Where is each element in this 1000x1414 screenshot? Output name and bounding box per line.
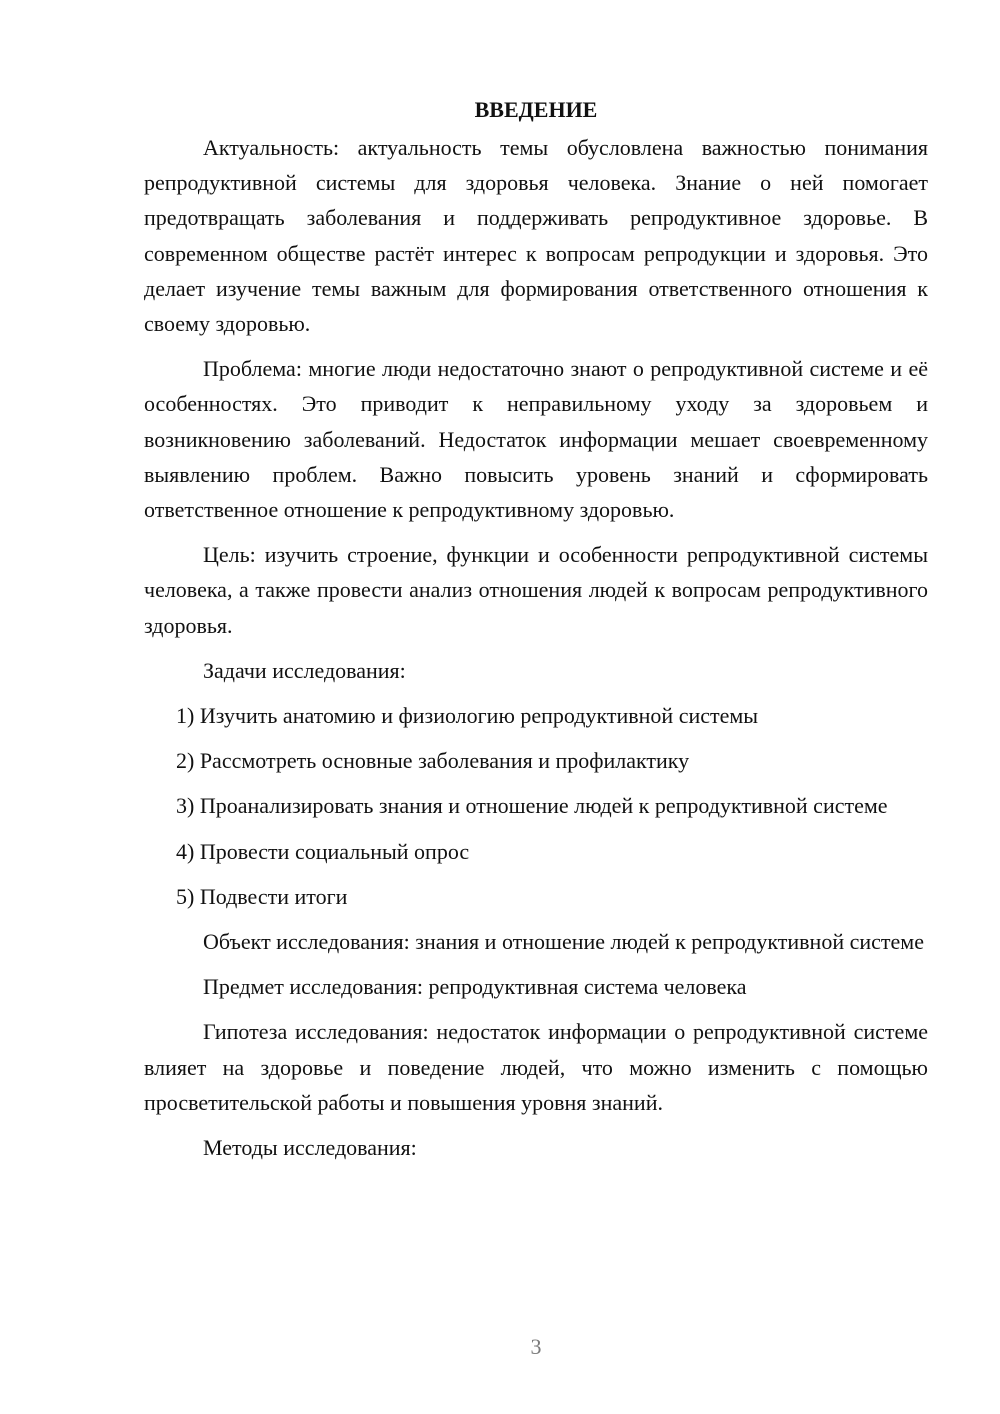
paragraph-subject: Предмет исследования: репродуктивная система человека [203, 974, 747, 1000]
paragraph-hypothesis: Гипотеза исследования: недостаток информации о репродуктивной системе влияет на здоровье и поведение людей, что можно изменить с помощью просветительской работы и повышения уровня знаний. [144, 1019, 928, 1115]
task-item-3: 3) Проанализировать знания и отношение людей к репродуктивной системе [176, 793, 888, 819]
methods-heading: Методы исследования: [203, 1135, 417, 1161]
tasks-heading: Задачи исследования: [203, 657, 406, 683]
task-item-4: 4) Провести социальный опрос [176, 838, 470, 864]
paragraph-goal: Цель: изучить строение, функции и особенности репродуктивной системы человека, а также провести анализ отношения людей к вопросам репродуктивного здоровья. [144, 542, 928, 638]
paragraph-problem: Проблема: многие люди недостаточно знают о репродуктивной системе и её особенностях. Это приводит к неправильному уходу за здоровьем и возникновению заболеваний. Недостаток информации мешает своевременному выявлению проблем. Важно повысить уровень знаний и сформировать ответственное отношение к репродуктивному здоровью. [144, 356, 928, 523]
paragraph-relevance: Актуальность: актуальность темы обусловлена важностью понимания репродуктивной системы для здоровья человека. Знание о ней помогает предотвращать заболевания и поддерживать репродуктивное здоровье. В современном обществе растёт интерес к вопросам репродукции и здоровья. Это делает изучение темы важным для формирования ответственного отношения к своему здоровью. [144, 135, 928, 337]
task-item-2: 2) Рассмотреть основные заболевания и профилактику [176, 748, 690, 774]
section-heading: ВВЕДЕНИЕ [474, 97, 598, 122]
page-number: 3 [530, 1334, 542, 1359]
paragraph-object: Объект исследования: знания и отношение людей к репродуктивной системе [203, 929, 924, 955]
page-content [144, 95, 928, 1175]
task-item-1: 1) Изучить анатомию и физиологию репродуктивной системы [176, 703, 759, 729]
task-item-5: 5) Подвести итоги [176, 883, 348, 909]
